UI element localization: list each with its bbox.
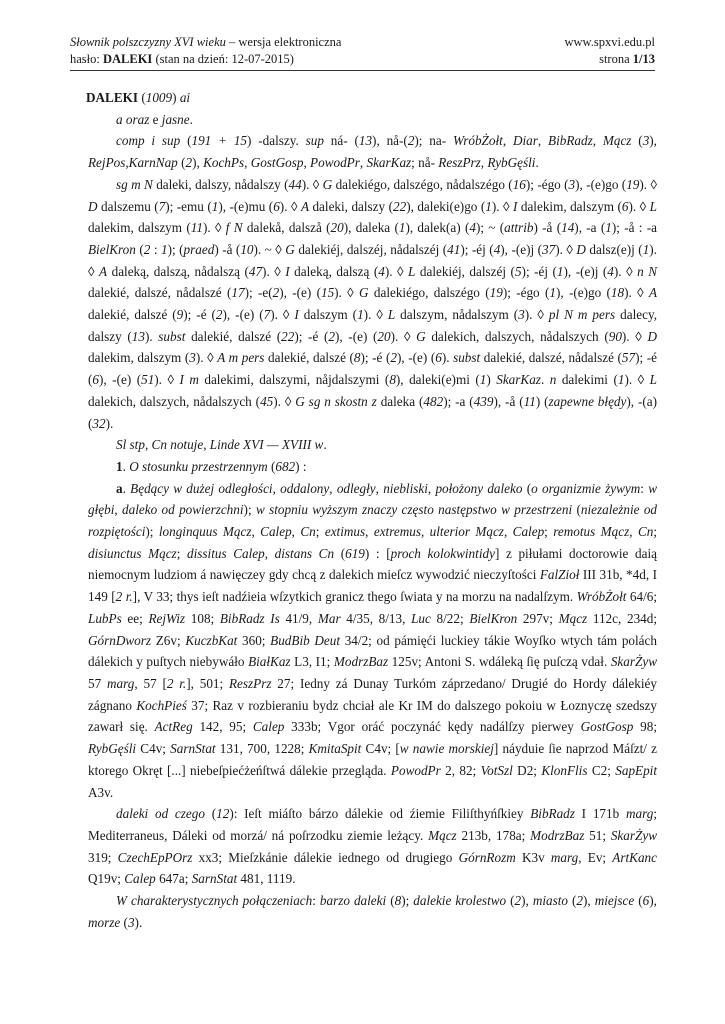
entry-inflection: sg m N daleki, dalszy, nådalszy (44). ◊ G dalekiégo, dalszégo, nådalszégo (16); -égo (3), -(e)go (19). ◊ D dalszemu (7); -emu (1), -(e)mu (6). ◊ A daleki, dalszy (22), daleki(e)go (1). ◊ I dalekim, dalszym (6). ◊ L dalekim, dalszym (11). ◊ f N dalekå, dalszå (20), daleka (1), dalek(a) (4); ~ (attrib) -å (14), -a (1); -å : -a BielKron (2 : 1); (praed) -å (10). ~ ◊ G dalekiéj, dalszéj, nådalszéj (41); -éj (4), -(e)j (37). ◊ D dalsz(e)j (1). ◊ A daleką, dalszą, nådalszą (47). ◊ I daleką, dalszą (4). ◊ L dalekiéj, dalszéj (5); -éj (1), -(e)j (4). ◊ n N dalekié, dalszé, nådalszé (17); -e(2), -(e) (15). ◊ G dalekiégo, dalszégo (19); -égo (1), -(e)go (18). ◊ A dalekié, dalszé (9); -é (2), -(e) (7). ◊ I dalszym (1). ◊ L dalszym, nådalszym (3). ◊ pl N m pers dalecy, dalszy (13). subst dalekié, dalszé (22); -é (2), -(e) (20). ◊ G dalekich, dalszych, nådalszych (90). ◊ D dalekim, dalszym (3). ◊ A m pers dalekié, dalszé (8); -é (2), -(e) (6). subst dalekié, dalszé, nådalszé (57); -é (6), -(e) (51). ◊ I m dalekimi, dalszymi, nåjdalszymi (8), daleki(e)mi (1) SkarKaz. n dalekimi (1). ◊ L dalekich, dalszych, nådalszych (45). ◊ G sg n skostn z daleka (482); -a (439), -å (11) (zapewne błędy), -(a) (32). [88, 176, 658, 431]
entry-comparative: comp i sup (191 + 15) -dalszy. sup ná- (13), nå-(2); na- WróbŻołt, Diar, BibRadz, Mącz (3), RejPos,KarnNap (2), KochPs, GostGosp, PowodPr, SkarKaz; nå- ReszPrz, RybGęśli. [88, 133, 657, 171]
entry-label: hasło: [70, 52, 103, 66]
sense-1a-collocations: W charakterystycznych połączeniach: barzo daleki (8); dalekie krolestwo (2), miasto (2), miejsce (6), morze (3). [88, 893, 657, 930]
running-header-line-2 [70, 51, 655, 67]
sense-1a: a. Będący w dużej odległości, oddalony, odległy, niebliski, położony daleko (o organizmie żywym: w głębi, daleko od powierzchni); w stopniu wyższym znaczy często następstwo w przestrzeni (niezależnie od rozpiętości); longinquus Mącz, Calep, Cn; extimus, extremus, ulterior Mącz, Calep; remotus Mącz, Cn; disiunctus Mącz; dissitus Calep, distans Cn (619) : [proch kolokwintidy] z piłułami doctorowie daią niemocnym ludziom á nawięczey gdy chcą z dalekich mieſcz wywodzić nieczyſtości FalZioł III 31b, *4d, I 149 [2 r.], V 33; thys ieſt nadźieia wſzytkich granicz thego ſwiata y na morzu na nadalſzym. WróbŻołt 64/6; LubPs ee; RejWiz 108; BibRadz Is 41/9, Mar 4/35, 8/13, Luc 8/22; BielKron 297v; Mącz 112c, 234d; GórnDworz Z6v; KuczbKat 360; BudBib Deut 34/2; od pámięći luckiey tákie Woyſko wtych tám polách dálekich y puſtych niebywáło BiałKaz L3, I1; ModrzBaz 125v; Antoni S. wdáleką ſię puſczą vdał. SkarŻyw 57 marg, 57 [2 r.], 501; ReszPrz 27; Iedny zá Dunay Turkóm záprzedano/ Drugié do Hordy dálekiéy zágnano KochPieś 37; Raz v rozbieraniu bydz chciał ale Kr IM do dalszego pokoiu w Łoznyczę szedszy zawarł się. ActReg 142, 95; Calep 333b; Vgor oráć poczynáć kędy nadálſzy pierwey GostGosp 98; RybGęśli C4v; SarnStat 131, 700, 1228; KmitaSpit C4v; [w nawie morskiej] náyduie ſie naprzod Máſzt/ z ktorego Okręt [...] niebeſpiećżeńſtwá dálekie przegląda. PowodPr 2, 82; VotSzl D2; KlonFlis C2; SapEpit A3v. [88, 480, 658, 800]
entry-word: DALEKI [102, 52, 153, 66]
entry-header [70, 51, 294, 67]
sense-1-heading: 1. O stosunku przestrzennym (682) : [116, 458, 307, 474]
entry-spelling: a oraz e jasne. [116, 111, 193, 127]
entry-status: (stan na dzień: 12-07-2015) [152, 52, 294, 66]
website-link[interactable]: www.spxvi.edu.pl [564, 35, 655, 49]
sense-1a-daleki-od-czego: daleki od czego (12): Ieſt miáſto bárzo dálekie od źiemie Filiſthyńſkiey BibRadz I 171b marg; Mediterraneus, Dáleki od morzá/ ná poſrzodku ziemie leżący. Mącz 213b, 178a; ModrzBaz 51; SkarŻyw 319; CzechEpPOrz xx3; Mieſzkánie dálekie iednego od drugiego GórnRozm K3v marg, Ev; ArtKanc Q19v; Calep 647a; SarnStat 481, 1119. [88, 806, 657, 887]
page-label: strona [599, 52, 633, 66]
edition-label: – wersja elektroniczna [225, 35, 342, 49]
page-number: 1/13 [632, 52, 655, 66]
dictionary-title [70, 34, 341, 50]
entry-sources: Sl stp, Cn notuje, Linde XVI — XVIII w. [116, 437, 327, 453]
running-header-line-1 [70, 34, 655, 50]
entry-body [88, 87, 657, 933]
page-indicator [599, 51, 655, 67]
entry-headword: DALEKI (1009) ai [86, 90, 191, 105]
header-divider [70, 70, 655, 71]
dictionary-title-text: Słownik polszczyzny XVI wieku [70, 35, 226, 49]
